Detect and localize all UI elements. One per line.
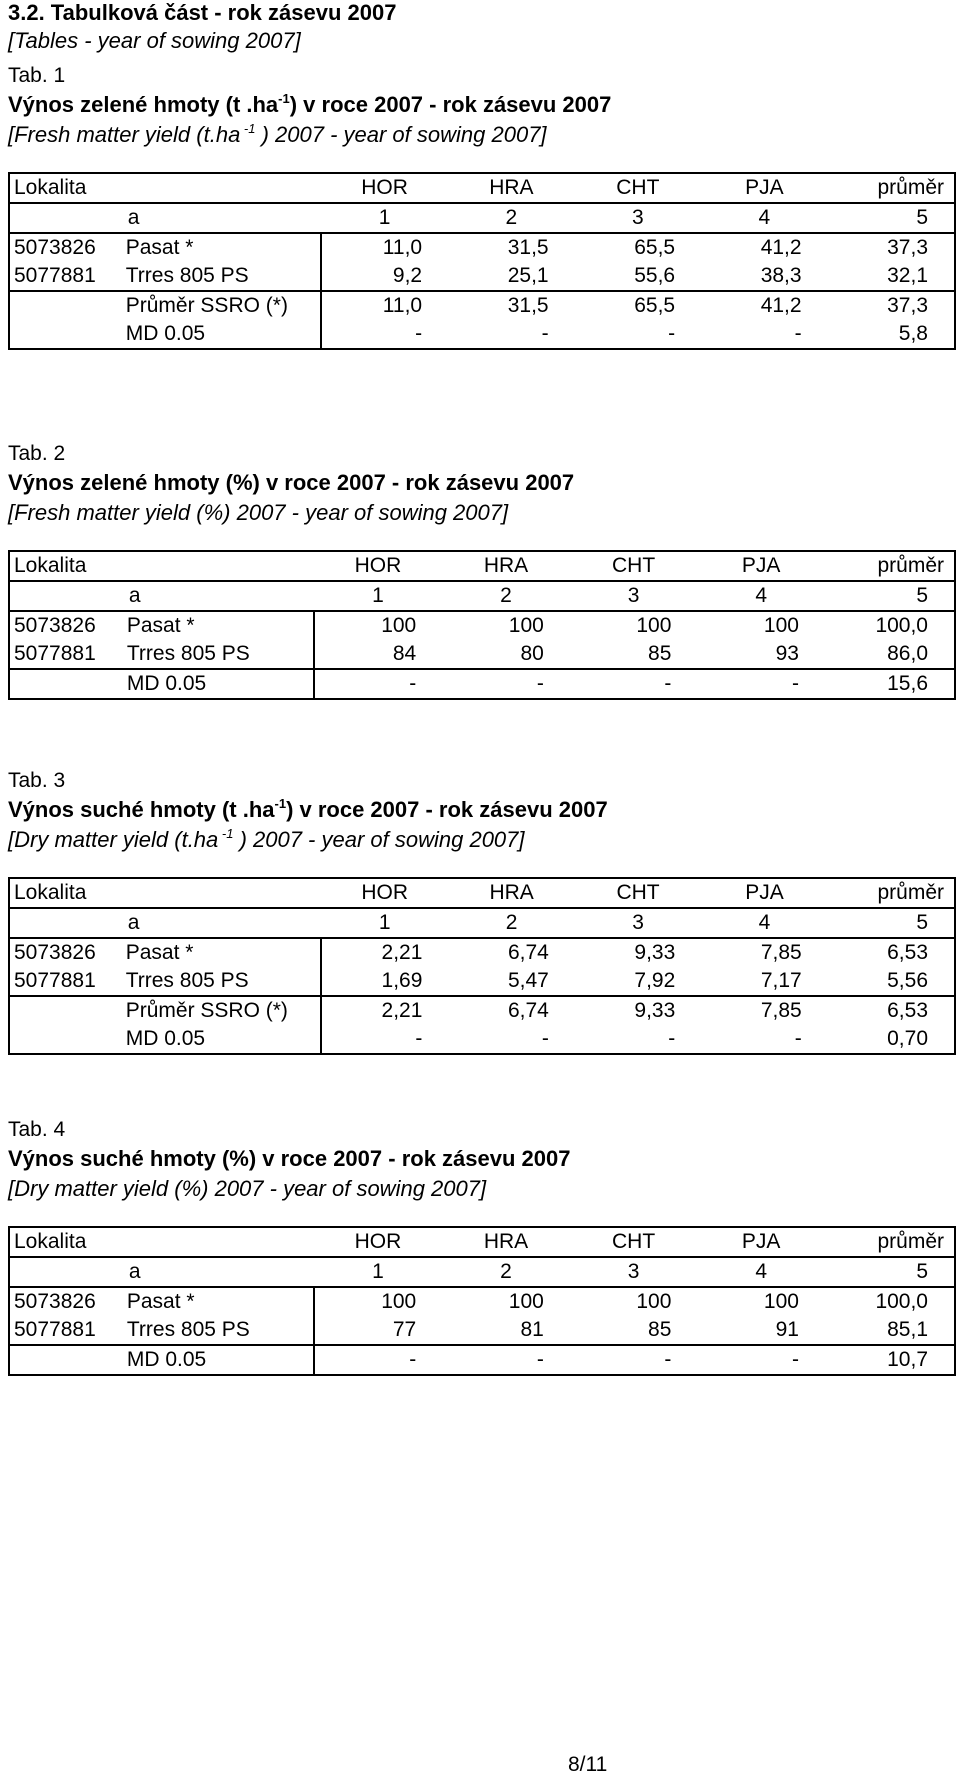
table-row (9, 233, 955, 262)
table-title-main: Výnos suché hmoty (%) v roce 2007 - rok zásevu 2007 (8, 1146, 571, 1171)
index-a: a (123, 1257, 314, 1287)
index-2: 2 (448, 203, 574, 233)
header-blank (123, 1227, 314, 1257)
summary-value: - (448, 320, 574, 349)
index-2: 2 (442, 581, 570, 611)
header-hra: HRA (448, 173, 574, 203)
table-row (9, 967, 955, 996)
index-4: 4 (701, 203, 827, 233)
summary-blank (9, 320, 122, 349)
table-title-main: Výnos suché hmoty (t .ha (8, 797, 275, 822)
header-pja: PJA (701, 878, 827, 908)
data-table (8, 550, 956, 700)
summary-name: MD 0.05 (122, 1025, 321, 1054)
index-5: 5 (828, 908, 955, 938)
header-pja: PJA (697, 1227, 825, 1257)
row-value: 84 (314, 640, 443, 669)
table-row (9, 640, 955, 669)
summary-blank (9, 1345, 123, 1375)
table-title-cz (8, 90, 956, 120)
index-3: 3 (570, 1257, 698, 1287)
table-title-en-main: [Fresh matter yield (t.ha (8, 122, 241, 147)
header-prumer: průměr (825, 1227, 955, 1257)
row-code: 5073826 (9, 1287, 123, 1316)
row-value: 85 (570, 640, 698, 669)
table-title-en (8, 1174, 956, 1204)
row-value: 11,0 (321, 233, 448, 262)
header-hor: HOR (321, 878, 448, 908)
summary-value: - (697, 1345, 825, 1375)
page-number: 8/11 (568, 1753, 608, 1776)
index-blank (9, 1257, 123, 1287)
row-value: 7,17 (701, 967, 827, 996)
summary-value: 11,0 (321, 291, 448, 320)
row-value: 38,3 (701, 262, 827, 291)
header-lokalita: Lokalita (9, 878, 122, 908)
section-title: 3.2. Tabulková část - rok zásevu 2007 (8, 0, 397, 25)
header-lokalita: Lokalita (9, 551, 123, 581)
summary-value: - (442, 669, 570, 699)
row-average: 100,0 (825, 611, 955, 640)
table-block-1 (8, 62, 956, 345)
table-row (9, 262, 955, 291)
summary-value: - (448, 1025, 574, 1054)
header-cht: CHT (575, 878, 701, 908)
summary-row (9, 669, 955, 699)
row-value: 7,85 (701, 938, 827, 967)
row-value: 55,6 (575, 262, 701, 291)
header-pja: PJA (701, 173, 827, 203)
row-value: 2,21 (321, 938, 448, 967)
row-value: 31,5 (448, 233, 574, 262)
index-blank (9, 581, 123, 611)
header-hra: HRA (442, 551, 570, 581)
table-title-tail: ) v roce 2007 - rok zásevu 2007 (286, 797, 608, 822)
row-value: 91 (697, 1316, 825, 1345)
summary-value: - (321, 320, 448, 349)
row-value: 77 (314, 1316, 443, 1345)
header-row (9, 551, 955, 581)
summary-value: - (314, 1345, 443, 1375)
row-value: 9,33 (575, 938, 701, 967)
table-title-en-main: [Dry matter yield (t.ha (8, 827, 219, 852)
row-name: Pasat * (123, 1287, 314, 1316)
summary-blank (9, 1025, 122, 1054)
index-2: 2 (448, 908, 574, 938)
table-title-sup: -1 (278, 91, 290, 106)
header-row (9, 878, 955, 908)
summary-value: - (321, 1025, 448, 1054)
index-blank (9, 203, 122, 233)
summary-name: MD 0.05 (122, 320, 321, 349)
summary-row (9, 996, 955, 1025)
row-value: 65,5 (575, 233, 701, 262)
summary-value: - (697, 669, 825, 699)
table-title-tail: ) v roce 2007 - rok zásevu 2007 (289, 92, 612, 117)
data-table (8, 877, 956, 1055)
summary-value: - (570, 1345, 698, 1375)
header-hor: HOR (314, 1227, 443, 1257)
table-label: Tab. 4 (8, 1118, 66, 1141)
row-value: 41,2 (701, 233, 827, 262)
summary-average: 6,53 (828, 996, 955, 1025)
index-3: 3 (575, 908, 701, 938)
table-label: Tab. 3 (8, 769, 66, 792)
row-code: 5073826 (9, 611, 123, 640)
row-value: 25,1 (448, 262, 574, 291)
index-5: 5 (825, 581, 955, 611)
header-cht: CHT (575, 173, 701, 203)
table-row (9, 611, 955, 640)
table-title-sup: -1 (274, 796, 287, 811)
index-row (9, 203, 955, 233)
header-prumer: průměr (828, 173, 955, 203)
table-block-3 (8, 767, 956, 1050)
summary-blank (9, 291, 122, 320)
row-average: 100,0 (825, 1287, 955, 1316)
index-3: 3 (570, 581, 698, 611)
index-row (9, 908, 955, 938)
header-hra: HRA (442, 1227, 570, 1257)
index-a: a (122, 203, 321, 233)
summary-value: - (575, 320, 701, 349)
row-value: 9,2 (321, 262, 448, 291)
summary-average: 0,70 (828, 1025, 955, 1054)
summary-value: 2,21 (321, 996, 448, 1025)
index-4: 4 (697, 581, 825, 611)
index-1: 1 (314, 1257, 443, 1287)
summary-name: MD 0.05 (123, 669, 314, 699)
row-value: 100 (697, 1287, 825, 1316)
table-label: Tab. 2 (8, 442, 66, 465)
row-code: 5077881 (9, 967, 122, 996)
row-name: Trres 805 PS (123, 640, 314, 669)
table-title-main: Výnos zelené hmoty (%) v roce 2007 - rok zásevu 2007 (8, 470, 575, 495)
header-hor: HOR (321, 173, 448, 203)
row-value: 100 (570, 611, 698, 640)
row-average: 32,1 (828, 262, 955, 291)
row-value: 85 (570, 1316, 698, 1345)
summary-row (9, 320, 955, 349)
header-lokalita: Lokalita (9, 173, 122, 203)
index-4: 4 (697, 1257, 825, 1287)
summary-name: MD 0.05 (123, 1345, 314, 1375)
table-block-4 (8, 1116, 956, 1371)
row-average: 6,53 (828, 938, 955, 967)
summary-value: - (575, 1025, 701, 1054)
table-title-cz (8, 795, 956, 825)
header-hor: HOR (314, 551, 443, 581)
table-title-en (8, 498, 956, 528)
row-value: 100 (697, 611, 825, 640)
index-1: 1 (321, 203, 448, 233)
row-name: Trres 805 PS (122, 967, 321, 996)
header-row (9, 1227, 955, 1257)
header-row (9, 173, 955, 203)
summary-average: 15,6 (825, 669, 955, 699)
summary-value: - (701, 320, 827, 349)
row-value: 100 (442, 1287, 570, 1316)
index-blank (9, 908, 122, 938)
table-block-2 (8, 440, 956, 695)
summary-blank (9, 669, 123, 699)
summary-average: 10,7 (825, 1345, 955, 1375)
header-blank (122, 878, 321, 908)
row-name: Trres 805 PS (123, 1316, 314, 1345)
table-title-en-sup: -1 (240, 121, 256, 136)
summary-value: - (701, 1025, 827, 1054)
header-blank (122, 173, 321, 203)
row-value: 100 (314, 1287, 443, 1316)
row-value: 93 (697, 640, 825, 669)
table-title-en-sup: -1 (218, 826, 234, 841)
row-code: 5077881 (9, 640, 123, 669)
summary-value: 9,33 (575, 996, 701, 1025)
row-value: 100 (442, 611, 570, 640)
table-title-cz (8, 468, 956, 498)
summary-value: 65,5 (575, 291, 701, 320)
table-title-en-tail: ) 2007 - year of sowing 2007] (233, 827, 525, 852)
row-value: 5,47 (448, 967, 574, 996)
index-2: 2 (442, 1257, 570, 1287)
summary-value: - (570, 669, 698, 699)
row-value: 100 (570, 1287, 698, 1316)
header-blank (123, 551, 314, 581)
header-prumer: průměr (825, 551, 955, 581)
summary-blank (9, 996, 122, 1025)
row-name: Trres 805 PS (122, 262, 321, 291)
header-hra: HRA (448, 878, 574, 908)
header-pja: PJA (697, 551, 825, 581)
row-value: 81 (442, 1316, 570, 1345)
table-title-main: Výnos zelené hmoty (t .ha (8, 92, 279, 117)
summary-average: 5,8 (828, 320, 955, 349)
row-average: 85,1 (825, 1316, 955, 1345)
summary-row (9, 1025, 955, 1054)
table-row (9, 938, 955, 967)
index-3: 3 (575, 203, 701, 233)
row-name: Pasat * (122, 938, 321, 967)
row-name: Pasat * (122, 233, 321, 262)
index-row (9, 1257, 955, 1287)
row-value: 6,74 (448, 938, 574, 967)
table-row (9, 1287, 955, 1316)
index-4: 4 (701, 908, 827, 938)
header-cht: CHT (570, 551, 698, 581)
row-value: 80 (442, 640, 570, 669)
row-average: 86,0 (825, 640, 955, 669)
summary-value: - (314, 669, 443, 699)
summary-value: 41,2 (701, 291, 827, 320)
row-average: 37,3 (828, 233, 955, 262)
index-a: a (122, 908, 321, 938)
row-code: 5073826 (9, 233, 122, 262)
table-label: Tab. 1 (8, 64, 66, 87)
summary-value: - (442, 1345, 570, 1375)
summary-average: 37,3 (828, 291, 955, 320)
index-5: 5 (825, 1257, 955, 1287)
summary-row (9, 291, 955, 320)
table-title-en (8, 120, 956, 150)
index-1: 1 (314, 581, 443, 611)
index-row (9, 581, 955, 611)
index-5: 5 (828, 203, 955, 233)
header-lokalita: Lokalita (9, 1227, 123, 1257)
table-title-en-main: [Fresh matter yield (%) 2007 - year of sowing 2007] (8, 500, 509, 525)
section-subtitle: [Tables - year of sowing 2007] (8, 28, 301, 53)
table-title-en (8, 825, 956, 855)
row-value: 7,92 (575, 967, 701, 996)
summary-row (9, 1345, 955, 1375)
row-value: 100 (314, 611, 443, 640)
data-table (8, 1226, 956, 1376)
summary-value: 6,74 (448, 996, 574, 1025)
table-title-en-main: [Dry matter yield (%) 2007 - year of sowing 2007] (8, 1176, 487, 1201)
data-table (8, 172, 956, 350)
table-row (9, 1316, 955, 1345)
summary-value: 31,5 (448, 291, 574, 320)
summary-name: Průměr SSRO (*) (122, 996, 321, 1025)
table-title-cz (8, 1144, 956, 1174)
header-cht: CHT (570, 1227, 698, 1257)
table-title-en-tail: ) 2007 - year of sowing 2007] (255, 122, 547, 147)
row-code: 5077881 (9, 262, 122, 291)
row-code: 5073826 (9, 938, 122, 967)
summary-name: Průměr SSRO (*) (122, 291, 321, 320)
header-prumer: průměr (828, 878, 955, 908)
index-a: a (123, 581, 314, 611)
summary-value: 7,85 (701, 996, 827, 1025)
row-code: 5077881 (9, 1316, 123, 1345)
index-1: 1 (321, 908, 448, 938)
row-value: 1,69 (321, 967, 448, 996)
row-name: Pasat * (123, 611, 314, 640)
row-average: 5,56 (828, 967, 955, 996)
